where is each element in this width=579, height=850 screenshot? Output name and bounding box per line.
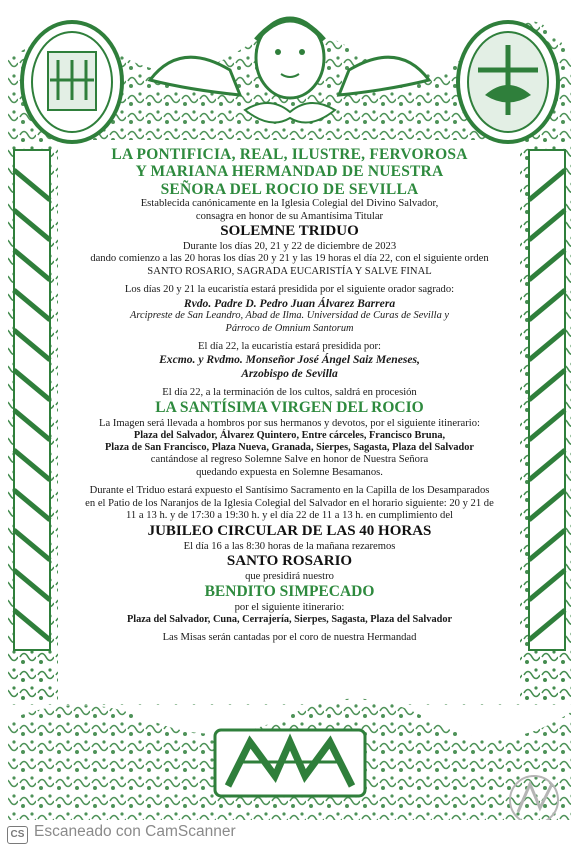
title-line-2: Y MARIANA HERMANDAD DE NUESTRA <box>135 163 444 181</box>
jubileo-line-3: 11 a 13 h. y de 17:30 a 19:30 h. y el día 22 de 11 a 13 h. en cumplimiento del <box>126 510 453 522</box>
itinerario-line-1: Plaza del Salvador, Álvarez Quintero, Entre cárceles, Francisco Bruna, <box>133 430 446 442</box>
orador-title-2: Párroco de Omnium Santorum <box>225 322 354 334</box>
jubileo-heading: JUBILEO CIRCULAR DE LAS 40 HORAS <box>147 522 432 539</box>
procesion-intro: El día 22, a la terminación de los cultos, saldrá en procesión <box>162 386 417 398</box>
rosario-heading: SANTO ROSARIO <box>226 553 353 570</box>
arzobispo-line-1: Excmo. y Rvdmo. Monseñor José Ángel Saiz Meneses, <box>159 353 420 367</box>
simpecado-intro: por el siguiente itinerario: <box>234 601 345 613</box>
triduo-line-2: dando comienzo a las 20 horas los días 20 y 21 y las 19 horas el día 22, con el siguiente orden <box>90 253 489 265</box>
marian-monogram-icon <box>215 730 365 796</box>
virgen-heading: LA SANTÍSIMA VIRGEN DEL ROCIO <box>155 399 424 417</box>
simpecado-heading: BENDITO SIMPECADO <box>204 583 375 601</box>
presidira-text: que presidirá nuestro <box>245 570 334 582</box>
coat-of-arms-icon <box>22 22 122 142</box>
title-line-3: SEÑORA DEL ROCIO DE SEVILLA <box>160 180 419 198</box>
triduo-heading: SOLEMNE TRIDUO <box>220 223 359 240</box>
dove-emblem-icon <box>458 22 558 142</box>
itinerario-intro: La Imagen será llevada a hombros por sus hermanos y devotos, por el siguiente itinerario: <box>99 417 480 429</box>
left-column <box>14 150 50 650</box>
triduo-line-3: SANTO ROSARIO, SAGRADA EUCARISTÍA Y SALVE FINAL <box>147 265 432 277</box>
regreso-line-1: cantándose al regreso Solemne Salve en honor de Nuestra Señora <box>150 454 429 466</box>
arzobispo-line-2: Arzobispo de Sevilla <box>241 367 338 381</box>
document-body <box>62 146 517 645</box>
orador-title-1: Arcipreste de San Leandro, Abad de Ilma. Universidad de Curas de Sevilla y <box>130 310 449 322</box>
camscanner-label: Escaneado con CamScanner <box>34 823 236 840</box>
orador-name: Rvdo. Padre D. Pedro Juan Álvarez Barrera <box>183 296 396 310</box>
rosario-intro: El día 16 a las 8:30 horas de la mañana rezaremos <box>183 540 396 552</box>
simpecado-itinerario: Plaza del Salvador, Cuna, Cerrajería, Sierpes, Sagasta, Plaza del Salvador <box>126 614 453 626</box>
intro-line-1: Establecida canónicamente en la Iglesia Colegial del Divino Salvador, <box>140 198 439 210</box>
camscanner-logo-icon: CS <box>7 826 28 844</box>
orador-intro: Los días 20 y 21 la eucaristía estará presidida por el siguiente orador sagrado: <box>124 284 455 296</box>
misas-text: Las Misas serán cantadas por el coro de nuestra Hermandad <box>162 632 417 644</box>
right-column <box>529 150 565 650</box>
intro-line-2: consagra en honor de su Amantísima Titular <box>195 210 384 222</box>
jubileo-line-1: Durante el Triduo estará expuesto el Santísimo Sacramento en la Capilla de los Desamparados <box>89 485 490 497</box>
title-line-1: LA PONTIFICIA, REAL, ILUSTRE, FERVOROSA <box>111 146 468 163</box>
regreso-line-2: quedando expuesta en Solemne Besamanos. <box>196 466 383 478</box>
dia22-intro: El día 22, la eucaristía estará presidida por: <box>198 340 381 352</box>
triduo-line-1: Durante los días 20, 21 y 22 de diciembre de 2023 <box>182 240 397 252</box>
itinerario-line-2: Plaza de San Francisco, Plaza Nueva, Granada, Sierpes, Sagasta, Plaza del Salvador <box>105 442 474 454</box>
jubileo-line-2: en el Patio de los Naranjos de la Iglesia Colegial del Salvador en el horario siguiente: 20 y 21 de <box>85 497 494 509</box>
